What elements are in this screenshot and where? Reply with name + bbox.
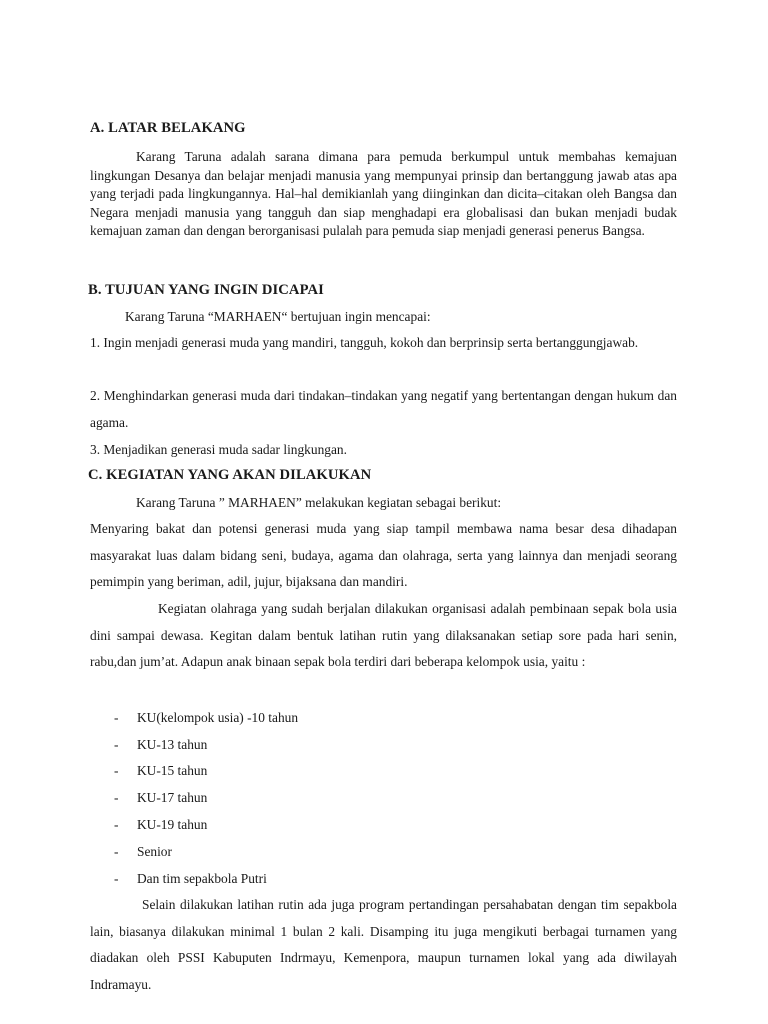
list-marker: - xyxy=(114,763,119,778)
list-item-text: KU-15 tahun xyxy=(137,763,208,778)
list-item-text: KU-19 tahun xyxy=(137,817,208,832)
list-marker: - xyxy=(114,817,119,832)
list-marker: - xyxy=(114,844,119,859)
list-item-text: Dan tim sepakbola Putri xyxy=(137,871,267,886)
list-marker: - xyxy=(114,871,119,886)
list-marker: - xyxy=(114,737,119,752)
list-item-text: KU-13 tahun xyxy=(137,737,208,752)
kegiatan-paragraph-2: Kegiatan olahraga yang sudah berjalan dilakukan organisasi adalah pembinaan sepak bola usia dini sampai dewasa. Kegitan dalam bentuk latihan rutin yang dilaksanakan setiap sore pada hari senin, rabu,dan jum’at. Adapun anak binaan sepak bola terdiri dari beberapa kelompok usia, yaitu : xyxy=(90,601,677,670)
heading-latar-belakang: A. LATAR BELAKANG xyxy=(90,120,246,136)
tujuan-item-3: 3. Menjadikan generasi muda sadar lingkungan. xyxy=(90,442,347,457)
list-marker: - xyxy=(114,790,119,805)
kegiatan-paragraph-3: Selain dilakukan latihan rutin ada juga program pertandingan persahabatan dengan tim sepakbola lain, biasanya dilakukan minimal 1 bulan 2 kali. Disamping itu juga mengikuti berbagai turnamen yang diadakan oleh PSSI Kabuputen Indrmayu, Kemenpora, maupun turnamen lokal yang ada diwilayah Indramayu. xyxy=(90,897,677,992)
tujuan-item-1: 1. Ingin menjadi generasi muda yang mandiri, tangguh, kokoh dan berprinsip serta bertanggungjawab. xyxy=(90,335,639,350)
list-item-text: Senior xyxy=(137,844,172,859)
list-marker: - xyxy=(114,710,119,725)
heading-kegiatan: C. KEGIATAN YANG AKAN DILAKUKAN xyxy=(88,467,372,483)
kegiatan-intro: Karang Taruna ” MARHAEN” melakukan kegiatan sebagai berikut: xyxy=(136,495,502,510)
paragraph-latar-belakang: Karang Taruna adalah sarana dimana para pemuda berkumpul untuk membahas kemajuan lingkungan Desanya dan belajar menjadi manusia yang mempunyai prinsip dan bertanggung jawab atas apa yang terjadi pada lingkungannya. Hal–hal demikianlah yang diinginkan dan dicita–citakan oleh Bangsa dan Negara menjadi manusia yang tangguh dan siap menghadapi era globalisasi dan bukan menjadi budak kemajuan zaman dan dengan berorganisasi pulalah para pemuda siap menjadi generasi penerus Bangsa. xyxy=(90,149,677,238)
tujuan-intro: Karang Taruna “MARHAEN“ bertujuan ingin mencapai: xyxy=(125,309,431,324)
kegiatan-paragraph-1: Menyaring bakat dan potensi generasi muda yang siap tampil membawa nama besar desa dihadapan masyarakat luas dalam bidang seni, budaya, agama dan olahraga, serta yang lainnya dan menjadi seorang pemimpin yang beriman, adil, jujur, bijaksana dan mandiri. xyxy=(90,521,677,590)
tujuan-item-2: 2. Menghindarkan generasi muda dari tindakan–tindakan yang negatif yang bertentangan dengan hukum dan agama. xyxy=(90,388,677,430)
list-item-text: KU-17 tahun xyxy=(137,790,208,805)
list-item-text: KU(kelompok usia) -10 tahun xyxy=(137,710,299,725)
heading-tujuan: B. TUJUAN YANG INGIN DICAPAI xyxy=(88,282,324,298)
